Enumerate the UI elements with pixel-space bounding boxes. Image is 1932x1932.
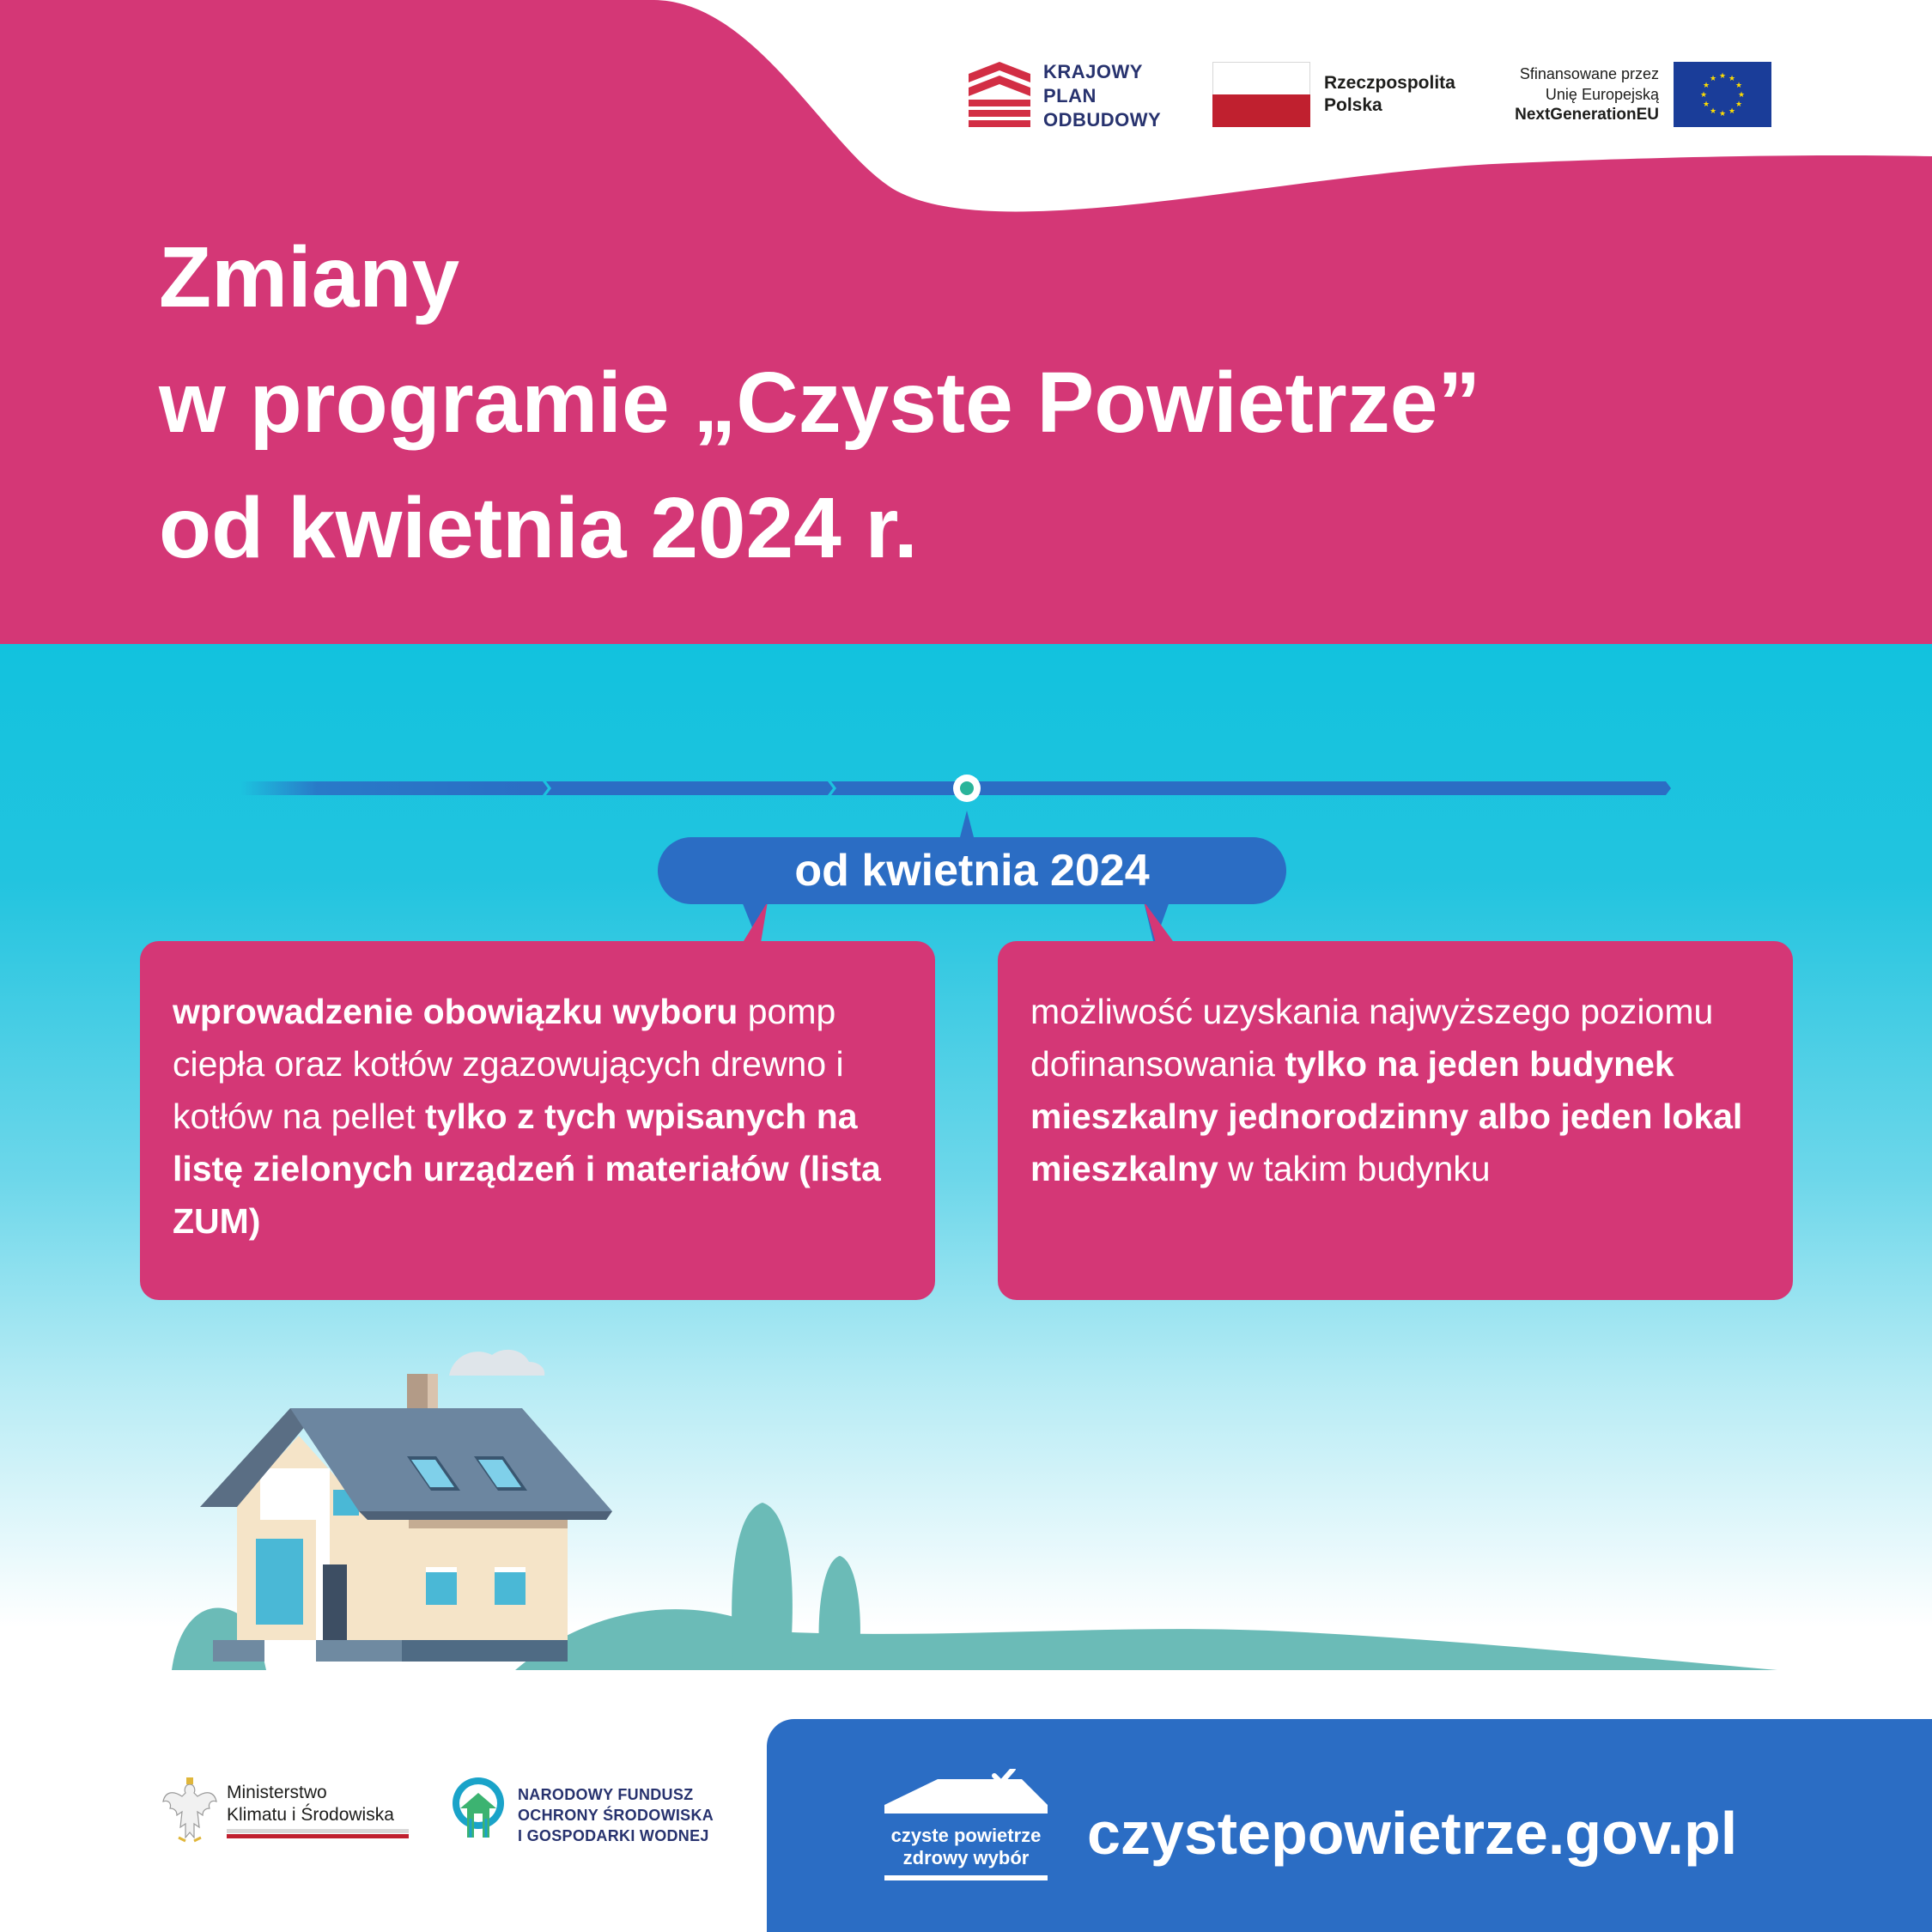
program-logo-line-2: zdrowy wybór [902, 1847, 1030, 1868]
svg-text:★: ★ [1718, 110, 1727, 118]
card-right-text-2: w takim budynku [1218, 1149, 1491, 1188]
eu-flag-icon [1674, 62, 1771, 127]
date-label-pill: od kwietnia 2024 [658, 837, 1286, 904]
eu-line-1: Sfinansowane przez [1519, 65, 1659, 82]
ministry-line-2: Klimatu i Środowiska [227, 1805, 394, 1825]
kpo-line-3: ODBUDOWY [1043, 109, 1162, 131]
nfosigw-logo-icon [448, 1776, 508, 1843]
nfosigw-logo-text [518, 1784, 714, 1846]
svg-text:★: ★ [1728, 75, 1736, 83]
kpo-logo-icon [969, 62, 1030, 127]
eu-logo-text [1408, 64, 1659, 125]
czyste-powietrze-logo-text [884, 1825, 1048, 1869]
svg-text:★: ★ [1699, 91, 1708, 100]
ministry-line-1: Ministerstwo [227, 1783, 327, 1802]
card-left-bold-2: tylko z tych wpisanych na listę zielonych urządzeń i materiałów (lista ZUM) [173, 1097, 881, 1241]
program-logo-line-1: czyste powietrze [890, 1825, 1042, 1846]
kpo-logo-text [1043, 60, 1161, 132]
poland-line-1: Rzeczpospolita [1324, 73, 1455, 93]
house-illustration [196, 1340, 625, 1674]
nfosigw-line-2: OCHRONY ŚRODOWISKA [518, 1807, 714, 1824]
poland-flag-icon [1212, 62, 1310, 127]
headline-line-3: od kwietnia 2024 r. [159, 480, 918, 576]
card-left-text-1: pomp ciepła oraz kotłów zgazowujących drewno i kotłów na pellet [173, 992, 844, 1136]
svg-text:★: ★ [1702, 82, 1710, 90]
svg-text:★: ★ [1735, 82, 1743, 90]
svg-text:★: ★ [1718, 72, 1727, 81]
ministry-logo-text [227, 1782, 394, 1826]
svg-text:★: ★ [1735, 100, 1743, 109]
svg-text:★: ★ [1709, 107, 1717, 116]
info-card-left [140, 941, 935, 1300]
info-card-right [998, 941, 1793, 1300]
svg-text:★: ★ [1737, 91, 1746, 100]
svg-text:★: ★ [1728, 107, 1736, 116]
nfosigw-line-1: NARODOWY FUNDUSZ [518, 1786, 694, 1803]
website-link[interactable]: czystepowietrze.gov.pl [1087, 1800, 1738, 1867]
ministry-flag-stripe [227, 1829, 409, 1839]
kpo-line-1: KRAJOWY [1043, 61, 1143, 82]
card-left-bold-1: wprowadzenie obowiązku wyboru [173, 992, 738, 1031]
eagle-emblem-icon [160, 1776, 220, 1844]
card-right-bold-1: tylko na jeden budynek mieszkalny jednorodzinny albo jeden lokal mieszkalny [1030, 1044, 1743, 1188]
eu-line-3: NextGenerationEU [1515, 106, 1659, 124]
svg-text:★: ★ [1709, 75, 1717, 83]
eu-line-2: Unię Europejską [1545, 86, 1659, 103]
card-right-text-1: możliwość uzyskania najwyższego poziomu dofinansowania [1030, 992, 1714, 1084]
headline-line-2: w programie „Czyste Powietrze” [159, 355, 1481, 451]
svg-text:★: ★ [1702, 100, 1710, 109]
headline-line-1: Zmiany [159, 229, 460, 325]
nfosigw-line-3: I GOSPODARKI WODNEJ [518, 1827, 709, 1844]
poland-line-2: Polska [1324, 95, 1382, 115]
kpo-line-2: PLAN [1043, 85, 1097, 106]
